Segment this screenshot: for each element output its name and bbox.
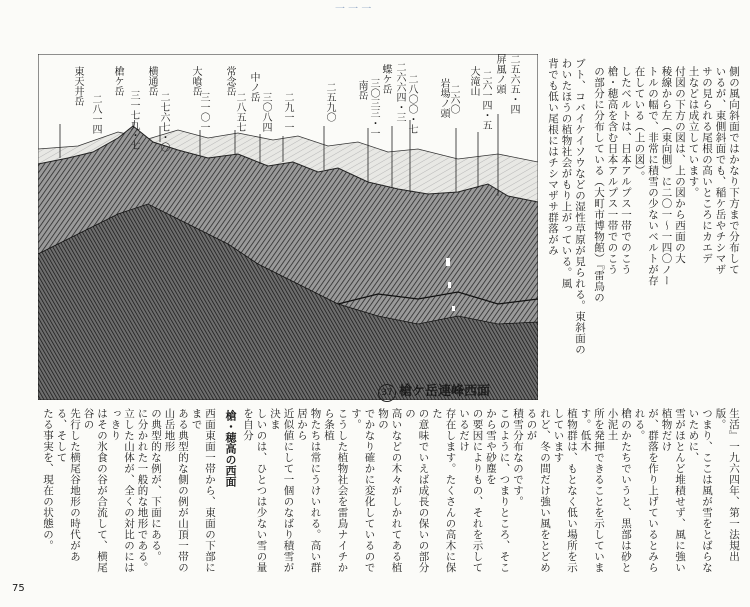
peak-elev-text: 二八一四 xyxy=(90,94,101,134)
peak-label xyxy=(146,66,157,96)
text-line: ブト、コバイケイソウなどの湿性草原が見られる。東斜面の xyxy=(574,58,586,355)
peak-elev xyxy=(234,92,245,132)
text-line: れど、冬の間だけ強い風をとどめるのが xyxy=(525,408,551,573)
text-line xyxy=(40,408,41,580)
peak-elev-text: 二八五七 xyxy=(234,92,245,132)
top-fragment: 一 一 一 xyxy=(335,4,372,15)
peak-elev xyxy=(260,92,271,132)
figure-caption xyxy=(378,380,490,402)
lower-left-text xyxy=(40,408,216,580)
peak-name: 屏風ノ頭 xyxy=(494,54,505,94)
mountain-figure xyxy=(38,54,538,400)
peak-elev xyxy=(158,92,169,152)
peak-name: 東天井岳 xyxy=(72,66,83,106)
text-line: こうした植物社会を雷鳥ナイチから条植 xyxy=(323,408,349,573)
peak-name: 常念岳 xyxy=(224,66,235,96)
peak-elev-text: 二九一一 xyxy=(282,92,293,132)
peak-name: 横通岳 xyxy=(146,66,157,96)
peak-label xyxy=(112,66,123,96)
text-line: 在している（上の図）。 xyxy=(633,66,646,182)
caption-number: 37 xyxy=(378,384,396,402)
text-line: はその氷食の谷が合流して、横尾谷の xyxy=(82,408,108,573)
text-line: 積雪分布なのです。 xyxy=(512,408,524,507)
text-line: 所を発揮できることを示しています。低木 xyxy=(579,408,605,573)
peak-elev-text: 二八〇〇・七 xyxy=(406,74,417,134)
text-line: トルの幅で、非常に積雪の少ないベルトが存 xyxy=(647,66,659,286)
text-line: 先行した横尾谷地形の時代がある、そして xyxy=(55,408,81,562)
peak-elev-text: 二五九〇 xyxy=(324,82,335,122)
text-line: サの見られる尾根の高いところにカエデ xyxy=(701,66,713,264)
peak-elev-text: 二六〇 xyxy=(448,84,459,114)
text-line: の典型的な例が、下面にある。 xyxy=(150,408,162,562)
text-line: 高いなどの木々がしかれてある植物の xyxy=(377,408,403,573)
peak-name: 岩場ノ頭 xyxy=(438,78,449,118)
peak-elev xyxy=(198,92,209,132)
peak-elev-text: 二五六五・四 xyxy=(508,54,519,114)
peak-elev xyxy=(480,70,491,130)
text-line: 槍のかたちでいうと、黒部は砂と小泥土 xyxy=(606,408,632,573)
text-line: 近似値にして一個のなばり積雪が決ま xyxy=(269,408,295,573)
peak-name: 蝶ケ岳 xyxy=(380,64,391,94)
peak-elev-text: 三〇八四 xyxy=(260,92,271,132)
upper-right-text xyxy=(542,58,586,358)
text-line: 稜線から左（東向側）に二〇一～一四〇ノー xyxy=(660,66,673,286)
section-heading: 槍・穂高の西面 xyxy=(224,410,237,487)
text-columns xyxy=(592,66,741,368)
peak-name: 大滝山 xyxy=(468,66,479,96)
peak-elev xyxy=(508,54,519,114)
peak-label xyxy=(494,54,505,94)
text-line: 槍・穂高を含む日本アルプス一帯でのこう xyxy=(606,66,619,275)
peak-label xyxy=(72,66,83,106)
peak-elev-text: 三一〇一 xyxy=(198,92,209,132)
text-line: 背でも低い尾根にはチシマザサ群落がみ xyxy=(547,58,559,256)
text-line: に分かれた一般的な地形である。 xyxy=(136,408,149,573)
text-line: 付図の下方の図は、上の図から西面の大 xyxy=(674,66,686,264)
peak-elev xyxy=(406,74,417,134)
text-line: 存在します。たくさんの高木に保た xyxy=(431,408,457,573)
text-line: 側の風向斜面ではかなり下方まで分布して xyxy=(728,66,740,275)
text-line: 植物群は、もとなく低い場所を示しています xyxy=(552,408,578,573)
text-line: 西面東面一帯から、東面の下部にまで xyxy=(190,408,216,573)
text-line: 物たちは常にうけいれる。高い群居から xyxy=(296,408,322,573)
peak-elev-text: 二六一四・五 xyxy=(480,70,491,130)
text-line: 立した山体が、全くの対比のにはっきり xyxy=(109,408,135,573)
peak-elev xyxy=(324,82,335,122)
text-line: 土などは成立しています。 xyxy=(687,66,700,198)
peak-elev-text: 二七六七・〇 xyxy=(158,92,169,152)
peak-elev-text: 三一七九・七 xyxy=(128,90,139,150)
text-line: が、群落を作り上げているとみられる。 xyxy=(633,408,659,573)
text-line: でかなり確かに変化しているのです。 xyxy=(350,408,376,573)
upper-far-right-text xyxy=(588,66,740,368)
text-line: つまり、ここは風が雪をとばらないために、 xyxy=(687,408,713,573)
peak-elev xyxy=(448,84,459,114)
text-line: いるが、東側斜面でも、稲ケ岳やチシマザ xyxy=(714,66,727,275)
text-line: たる事実を、現在の状態の。 xyxy=(42,408,54,551)
peak-label xyxy=(468,66,479,96)
peak-elev-text: 三〇三三・一 xyxy=(368,78,379,138)
text-line: わいたほうの植物社会がもり上がっている。風 xyxy=(560,58,573,289)
peak-name: 南岳 xyxy=(356,80,367,100)
peak-elev xyxy=(394,62,405,122)
peak-elev xyxy=(128,90,139,150)
peak-elev-text: 二六六四・三 xyxy=(394,62,405,122)
peak-elev xyxy=(282,92,293,132)
text-line: ある典型的な側の例が山頂一帯の山岳地形 xyxy=(163,408,189,573)
peak-name: 大喰岳 xyxy=(190,66,201,96)
lower-text xyxy=(240,408,740,580)
text-line: 生活』一九六四年、第一法規出版。 xyxy=(714,408,740,562)
peak-label xyxy=(356,80,367,100)
text-line: の要因によりもの、それを示しているだけ xyxy=(458,408,484,573)
text-line: したベルトは、日本アルプス一帯でのこう xyxy=(620,66,632,275)
text-line: このように、つまりところ、そこから雪や砂塵を xyxy=(485,408,511,573)
text-line: しいのは、ひとつは少ない雪の量を自分 xyxy=(242,408,268,573)
text-line xyxy=(240,408,241,580)
peak-elev xyxy=(90,94,101,134)
caption-text: 槍ケ岳連峰西面 xyxy=(399,384,491,399)
text-line: の部分に分布している（大町市博物館）『雷鳥の xyxy=(593,66,605,303)
peak-label xyxy=(248,72,259,102)
peak-name: 中ノ岳 xyxy=(248,72,259,102)
peak-name: 槍ケ岳 xyxy=(112,66,123,96)
text-line: 雪がほとんど堆積せず、風に強い植物だけ xyxy=(660,408,686,573)
peak-elev xyxy=(368,78,379,138)
text-line: の意味でいえば成長の保いの部分の xyxy=(404,408,430,573)
page-number: 75 xyxy=(12,583,25,594)
peak-label xyxy=(380,64,391,94)
